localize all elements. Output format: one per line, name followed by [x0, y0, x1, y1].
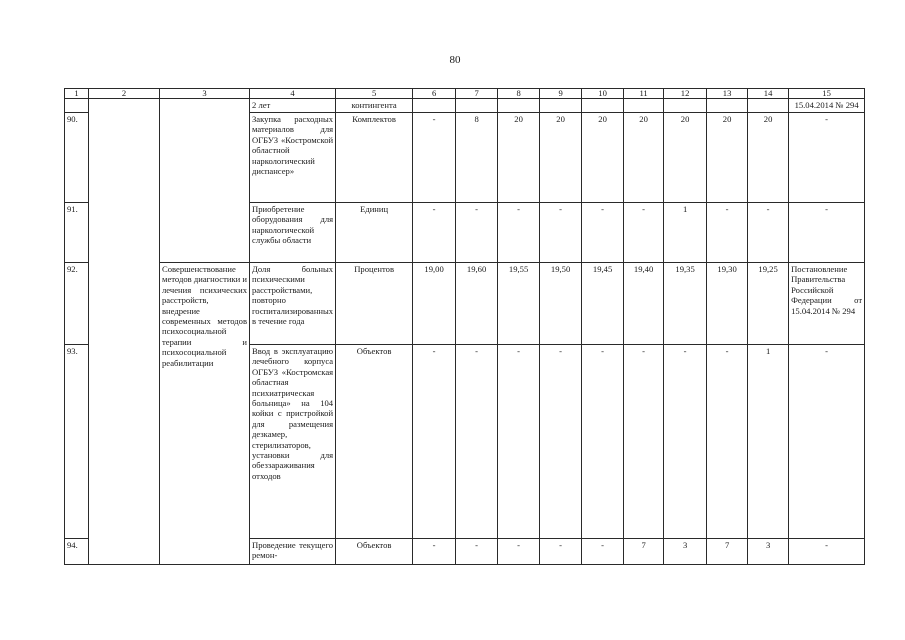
value-cell: 19,25	[748, 263, 789, 345]
value-cell: -	[707, 345, 748, 539]
value-cell: -	[582, 539, 624, 565]
value-cell: -	[540, 203, 582, 263]
column-number: 7	[456, 89, 498, 99]
value-cell: 1	[664, 203, 707, 263]
table-cell	[664, 99, 707, 113]
column-number: 13	[707, 89, 748, 99]
value-cell: -	[624, 345, 664, 539]
value-cell: -	[498, 345, 540, 539]
value-cell: 7	[707, 539, 748, 565]
column-number: 10	[582, 89, 624, 99]
indicator-name: Доля больных психическими расстройствами, повторно госпитализированных в течение года	[250, 263, 336, 345]
unit-of-measure: Объектов	[336, 539, 413, 565]
value-cell: -	[582, 203, 624, 263]
indicator-name: Проведение текущего ремон-	[250, 539, 336, 565]
value-cell: 20	[498, 113, 540, 203]
column-number: 9	[540, 89, 582, 99]
source-document: -	[789, 539, 865, 565]
continuation-source: 15.04.2014 № 294	[789, 99, 865, 113]
table-cell	[160, 99, 250, 263]
value-cell: 20	[664, 113, 707, 203]
value-cell: -	[498, 539, 540, 565]
column-number: 3	[160, 89, 250, 99]
unit-of-measure: Процентов	[336, 263, 413, 345]
row-number: 93.	[65, 345, 89, 539]
value-cell: 20	[540, 113, 582, 203]
value-cell: -	[582, 345, 624, 539]
value-cell: 20	[582, 113, 624, 203]
value-cell: 19,55	[498, 263, 540, 345]
table-row-92	[65, 263, 865, 345]
column-number: 2	[89, 89, 160, 99]
value-cell: -	[413, 203, 456, 263]
value-cell: -	[540, 345, 582, 539]
value-cell: 20	[624, 113, 664, 203]
value-cell: -	[540, 539, 582, 565]
value-cell: 20	[748, 113, 789, 203]
value-cell: -	[624, 203, 664, 263]
value-cell: -	[498, 203, 540, 263]
source-document: -	[789, 203, 865, 263]
value-cell: -	[413, 345, 456, 539]
table-cell	[707, 99, 748, 113]
column-number: 8	[498, 89, 540, 99]
value-cell: -	[456, 539, 498, 565]
column-number: 4	[250, 89, 336, 99]
value-cell: 1	[748, 345, 789, 539]
value-cell: -	[413, 539, 456, 565]
value-cell: -	[456, 203, 498, 263]
indicator-name: Закупка расходных материалов для ОГБУЗ «Костромской областной наркологический диспансер»	[250, 113, 336, 203]
column-number: 14	[748, 89, 789, 99]
continuation-unit: контингента	[336, 99, 413, 113]
source-document: Постановление Правительства Российской Федерации от 15.04.2014 № 294	[789, 263, 865, 345]
column-number-row	[65, 89, 865, 99]
column-number: 15	[789, 89, 865, 99]
table-cell	[540, 99, 582, 113]
indicator-name: Приобретение оборудования для наркологической службы области	[250, 203, 336, 263]
column-number: 1	[65, 89, 89, 99]
value-cell: 19,30	[707, 263, 748, 345]
table-cell	[413, 99, 456, 113]
value-cell: 8	[456, 113, 498, 203]
unit-of-measure: Комплектов	[336, 113, 413, 203]
value-cell: 19,35	[664, 263, 707, 345]
table-cell	[65, 99, 89, 113]
row-number: 94.	[65, 539, 89, 565]
value-cell: 7	[624, 539, 664, 565]
page-number: 80	[449, 54, 461, 66]
value-cell: -	[707, 203, 748, 263]
indicator-name: Ввод в эксплуатацию лечебного корпуса ОГБУЗ «Костромская областная психиатрическая больница» на 104 койки с пристройкой для размещения дезкамер, стерилизаторов, установки для обеззараживания отходов	[250, 345, 336, 539]
value-cell: 19,00	[413, 263, 456, 345]
value-cell: -	[413, 113, 456, 203]
table-cell	[498, 99, 540, 113]
table-cell	[456, 99, 498, 113]
table-cell	[748, 99, 789, 113]
value-cell: 3	[664, 539, 707, 565]
column-number: 12	[664, 89, 707, 99]
value-cell: -	[664, 345, 707, 539]
program-indicators-table	[64, 88, 865, 565]
column-number: 11	[624, 89, 664, 99]
value-cell: 19,40	[624, 263, 664, 345]
column-number: 5	[336, 89, 413, 99]
continuation-row	[65, 99, 865, 113]
value-cell: 19,50	[540, 263, 582, 345]
continuation-indicator: 2 лет	[250, 99, 336, 113]
row-number: 90.	[65, 113, 89, 203]
value-cell: 19,60	[456, 263, 498, 345]
task-description: Совершенствование методов диагностики и лечения психических расстройств, внедрение современных методов психосоциальной терапии и психосоциальной реабилитации	[160, 263, 250, 565]
value-cell: 20	[707, 113, 748, 203]
value-cell: -	[456, 345, 498, 539]
value-cell: -	[748, 203, 789, 263]
value-cell: 3	[748, 539, 789, 565]
table-cell	[582, 99, 624, 113]
unit-of-measure: Единиц	[336, 203, 413, 263]
column-number: 6	[413, 89, 456, 99]
unit-of-measure: Объектов	[336, 345, 413, 539]
row-number: 91.	[65, 203, 89, 263]
source-document: -	[789, 113, 865, 203]
source-document: -	[789, 345, 865, 539]
row-number: 92.	[65, 263, 89, 345]
table-cell	[624, 99, 664, 113]
table-cell	[89, 99, 160, 565]
value-cell: 19,45	[582, 263, 624, 345]
